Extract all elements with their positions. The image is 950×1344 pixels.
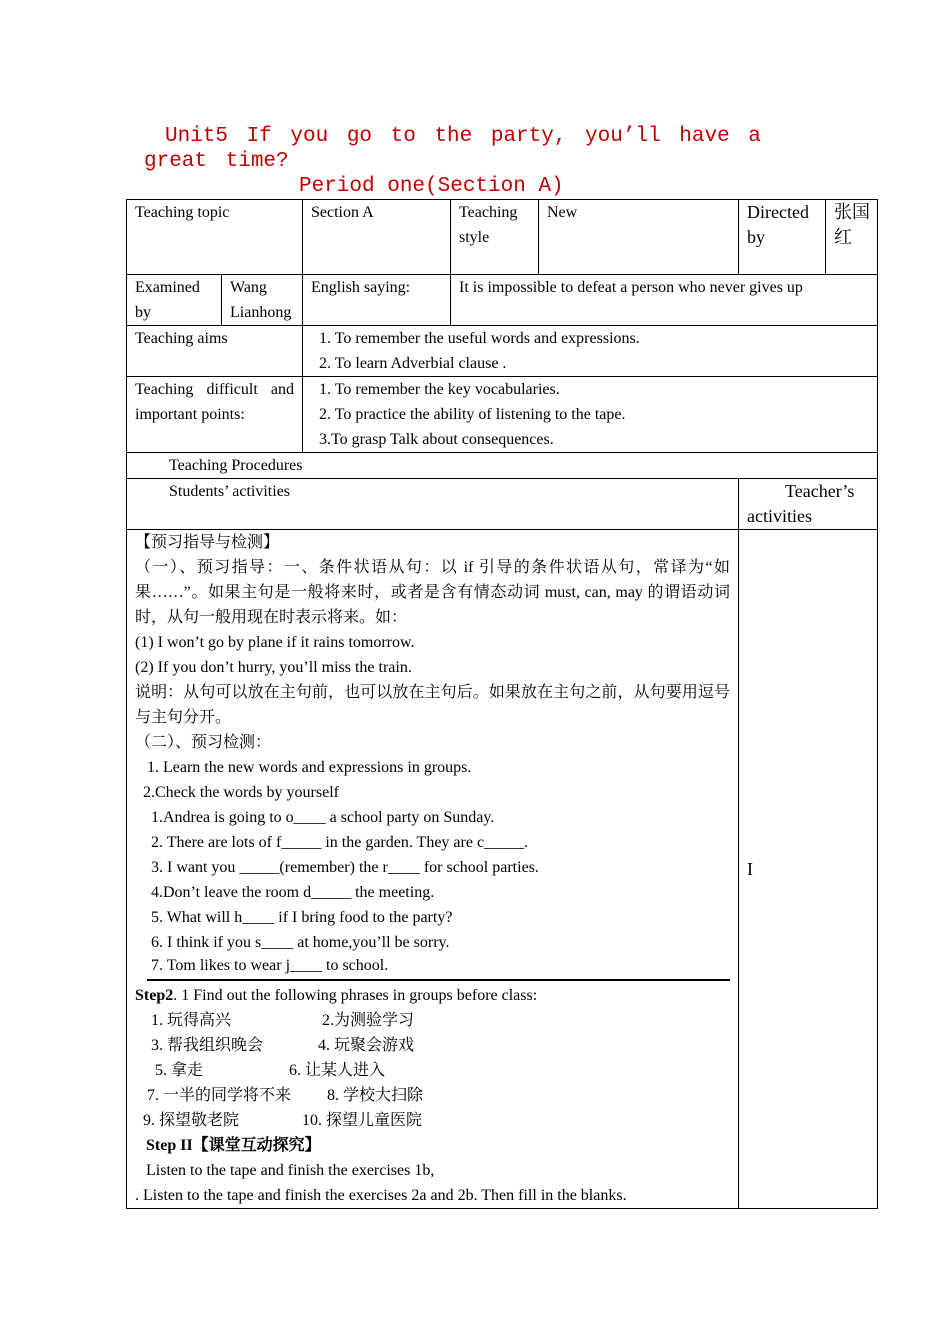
phrase-item: 5. 拿走 <box>155 1062 204 1079</box>
english-saying-value: It is impossible to defeat a person who never gives up <box>451 275 878 326</box>
teaching-aim-item: 2. To learn Adverbial clause . <box>319 355 507 372</box>
teaching-topic-label: Teaching topic <box>127 200 303 275</box>
teaching-topic-value: Section A <box>303 200 451 275</box>
teachers-activities-label: Teacher’s activities <box>739 479 878 530</box>
preview-heading: 【预习指导与检测】 <box>135 534 280 551</box>
word-exercise-2: 2. There are lots of f_____ in the garden. They are c_____. <box>151 834 529 851</box>
difficult-point-item: 2. To practice the ability of listening to the tape. <box>319 406 626 423</box>
phrase-row <box>135 1058 730 1083</box>
difficult-points-label-line1: Teaching difficult and <box>135 381 294 398</box>
teaching-procedures-label: Teaching Procedures <box>127 453 878 479</box>
word-exercise-5: 5. What will h____ if I bring food to the party? <box>151 909 453 926</box>
teaching-aims-row <box>127 326 878 377</box>
step-ii-heading: Step II【课堂互动探究】 <box>146 1137 321 1154</box>
step2-line <box>135 983 730 1008</box>
clause-note: 说明：从句可以放在主句前，也可以放在主句后。如果放在主句之前，从句要用逗号与主句分开。 <box>135 684 730 726</box>
phrase-item: 2.为测验学习 <box>322 1012 415 1029</box>
examined-by-value: Wang Lianhong <box>222 275 303 326</box>
word-exercise-3: 3. I want you _____(remember) the r____ for school parties. <box>151 859 539 876</box>
phrase-row <box>135 1033 730 1058</box>
preview-check-heading: （二）、预习检测： <box>135 734 272 751</box>
example-sentence-1: (1) I won’t go by plane if it rains tomorrow. <box>135 634 415 651</box>
difficult-points-label-line2: important points: <box>135 406 245 423</box>
teaching-style-label: Teaching style <box>451 200 539 275</box>
phrase-item: 10. 探望儿童医院 <box>302 1112 423 1129</box>
listen-instruction-2: . Listen to the tape and finish the exercises 2a and 2b. Then fill in the blanks. <box>135 1187 627 1204</box>
preview-guide-text: （一）、预习指导：一、条件状语从句：以 if 引导的条件状语从句，常译为“如果……”。如果主句是一般将来时，或者是含有情态动词 must, can, may 的谓语动词时，从句一般用现在时表示将来。如： <box>135 559 730 626</box>
difficult-points-row <box>127 377 878 453</box>
teaching-aims-label: Teaching aims <box>127 326 303 377</box>
word-exercise-7: 7. Tom likes to wear j____ to school. <box>151 957 389 974</box>
phrase-item: 1. 玩得高兴 <box>151 1012 232 1029</box>
phrase-item: 6. 让某人进入 <box>289 1062 386 1079</box>
example-sentence-2: (2) If you don’t hurry, you’ll miss the train. <box>135 659 412 676</box>
phrase-row <box>135 1108 730 1133</box>
difficult-point-item: 1. To remember the key vocabularies. <box>319 381 560 398</box>
directed-by-label: Directed by <box>739 200 826 275</box>
step2-label: Step2 <box>135 987 174 1004</box>
phrase-row <box>135 1083 730 1108</box>
difficult-points-label <box>127 377 303 453</box>
header-row-2 <box>127 275 878 326</box>
teaching-style-value: New <box>539 200 739 275</box>
word-exercise-6: 6. I think if you s____ at home,you’ll be sorry. <box>151 934 450 951</box>
header-row-1 <box>127 200 878 275</box>
teaching-aims-cell <box>303 326 878 377</box>
section-divider <box>147 979 730 981</box>
difficult-points-cell <box>303 377 878 453</box>
activities-header-row <box>127 479 878 530</box>
check-item-2: 2.Check the words by yourself <box>143 784 339 801</box>
phrase-row <box>135 1008 730 1033</box>
procedure-content-row <box>127 530 878 1209</box>
phrase-item: 9. 探望敬老院 <box>143 1112 240 1129</box>
students-activities-label: Students’ activities <box>127 479 739 530</box>
unit-title: Unit5 If you go to the party, you’ll have a great time? <box>144 125 761 173</box>
english-saying-label: English saying: <box>303 275 451 326</box>
procedures-row <box>127 453 878 479</box>
period-title: Period one(Section A) <box>299 175 564 198</box>
difficult-point-item: 3.To grasp Talk about consequences. <box>319 431 554 448</box>
lesson-plan-table <box>126 199 878 1209</box>
phrase-item: 7. 一半的同学将不来 <box>147 1087 292 1104</box>
phrase-item: 3. 帮我组织晚会 <box>151 1037 264 1054</box>
word-exercise-4: 4.Don’t leave the room d_____ the meeting. <box>151 884 435 901</box>
examined-by-label: Examined by <box>127 275 222 326</box>
teaching-aim-item: 1. To remember the useful words and expressions. <box>319 330 640 347</box>
check-item-1: 1. Learn the new words and expressions in groups. <box>147 759 472 776</box>
listen-instruction-1: Listen to the tape and finish the exercises 1b, <box>146 1162 435 1179</box>
students-activities-cell <box>127 530 739 1209</box>
teachers-activities-cell <box>739 530 878 1209</box>
phrase-item: 4. 玩聚会游戏 <box>318 1037 415 1054</box>
word-exercise-1: 1.Andrea is going to o____ a school party on Sunday. <box>151 809 495 826</box>
phrase-item: 8. 学校大扫除 <box>327 1087 424 1104</box>
teacher-mark: I <box>747 858 753 879</box>
directed-by-value: 张国红 <box>826 200 878 275</box>
step2-text: . 1 Find out the following phrases in groups before class: <box>173 987 538 1004</box>
